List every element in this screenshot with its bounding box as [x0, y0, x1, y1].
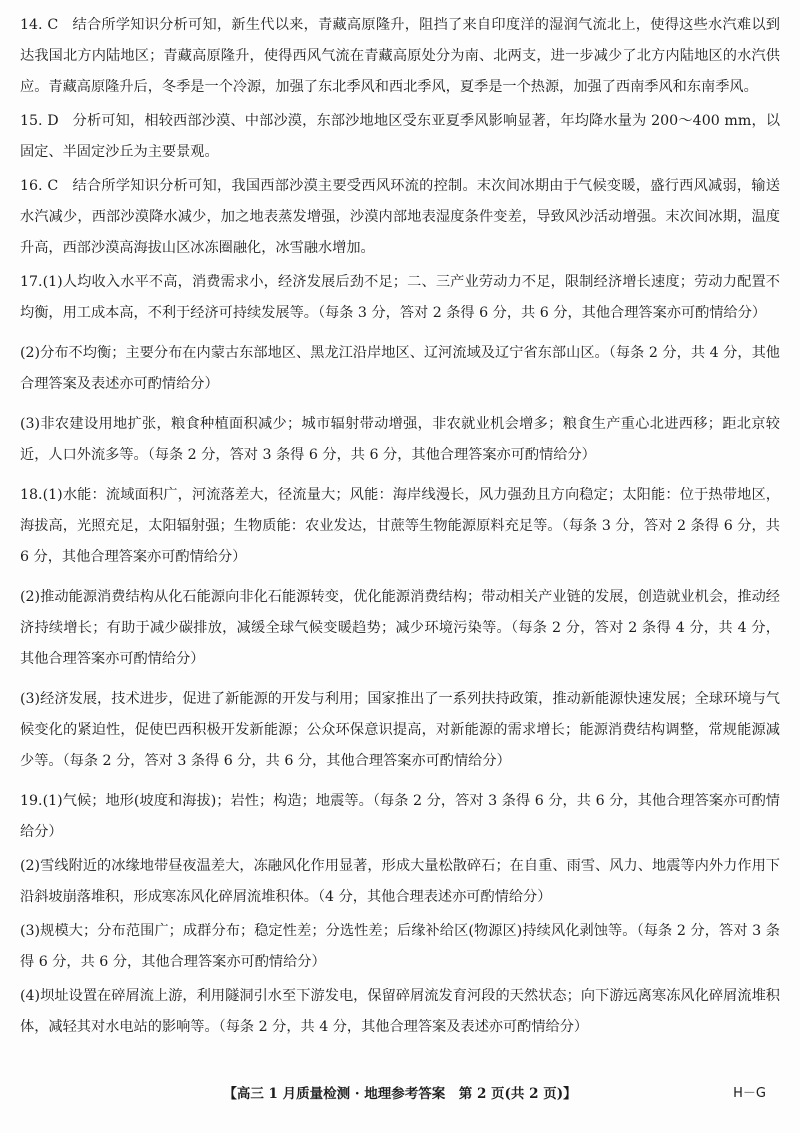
answer-text: (3)规模大；分布范围广；成群分布；稳定性差；分选性差；后缘补给区(物源区)持续风化剥蚀等。（每条 2 分，答对 3 条得 6 分，共 6 分，其他合理答案亦可酌情给分）: [20, 923, 780, 970]
answer-number: 19.: [20, 793, 43, 809]
answer-19-part-3: [20, 916, 780, 978]
answer-text: 分析可知，相较西部沙漠、中部沙漠，东部沙地地区受东亚夏季风影响显著，年均降水量为 200～400 mm，以固定、半固定沙丘为主要景观。: [20, 113, 781, 160]
answer-text: 结合所学知识分析可知，我国西部沙漠主要受西风环流的控制。末次间冰期由于气候变暖，盛行西风减弱，输送水汽减少，西部沙漠降水减少，加之地表蒸发增强，沙漠内部地表湿度条件变差，导致风沙活动增强。末次间冰期，温度升高，西部沙漠高海拔山区冰冻圈融化，冰雪融水增加。: [20, 178, 780, 256]
answer-17-part-2: [20, 338, 780, 400]
answer-18-part-1: [20, 480, 780, 573]
answer-text: (2)分布不均衡；主要分布在内蒙古东部地区、黑龙江沿岸地区、辽河流域及辽宁省东部山区。（每条 2 分，共 4 分，其他合理答案及表述亦可酌情给分）: [20, 345, 780, 392]
answer-16: [20, 171, 780, 264]
footer-title: 【高三 1 月质量检测 · 地理参考答案 第 2 页(共 2 页)】: [223, 1086, 577, 1102]
answer-text: (3)非农建设用地扩张，粮食种植面积减少；城市辐射带动增强，非农就业机会增多；粮食生产重心北进西移；距北京较近，人口外流多等。（每条 2 分，答对 3 条得 6 分，共 6 分，其他合理答案亦可酌情给分）: [20, 416, 780, 463]
answer-text: 结合所学知识分析可知，新生代以来，青藏高原隆升，阻挡了来自印度洋的湿润气流北上，使得这些水汽难以到达我国北方内陆地区；青藏高原隆升，使得西风气流在青藏高原处分为南、北两支，进一步减少了北方内陆地区的水汽供应。青藏高原隆升后，冬季是一个冷源，加强了东北季风和西北季风，夏季是一个热源，加强了西南季风和东南季风。: [20, 17, 780, 95]
page-footer: [0, 1082, 800, 1106]
answer-17-part-3: [20, 409, 780, 471]
answer-number: 18.: [20, 487, 43, 503]
answer-text: (2)雪线附近的冰缘地带昼夜温差大，冻融风化作用显著，形成大量松散碎石；在自重、雨雪、风力、地震等内外力作用下沿斜坡崩落堆积，形成寒冻风化碎屑流堆积体。（4 分，其他合理表述亦可酌情给分）: [20, 858, 780, 905]
answer-19-part-1: [20, 786, 780, 848]
answer-15: [20, 106, 780, 168]
answer-19-part-4: [20, 981, 780, 1043]
answer-17-part-1: [20, 267, 780, 329]
answer-text: (4)坝址设置在碎屑流上游，利用隧洞引水至下游发电，保留碎屑流发育河段的天然状态；向下游远离寒冻风化碎屑流堆积体，减轻其对水电站的影响等。（每条 2 分，共 4 分，其他合理答案及表述亦可酌情给分）: [20, 988, 780, 1035]
answer-text: (1)人均收入水平不高，消费需求小，经济发展后劲不足；二、三产业劳动力不足，限制经济增长速度；劳动力配置不均衡，用工成本高，不利于经济可持续发展等。（每条 3 分，答对 2 条得 6 分，共 6 分，其他合理答案亦可酌情给分）: [20, 274, 780, 321]
answer-text: (2)推动能源消费结构从化石能源向非化石能源转变，优化能源消费结构；带动相关产业链的发展，创造就业机会，推动经济持续增长；有助于减少碳排放，减缓全球气候变暖趋势；减少环境污染等。（每条 2 分，答对 2 条得 4 分，共 4 分，其他合理答案亦可酌情给分）: [20, 589, 780, 667]
answer-page: [20, 10, 780, 1043]
answer-text: (1)水能：流域面积广，河流落差大，径流量大；风能：海岸线漫长，风力强劲且方向稳定；太阳能：位于热带地区，海拔高，光照充足，太阳辐射强；生物质能：农业发达，甘蔗等生物能源原料充足等。（每条 3 分，答对 2 条得 6 分，共 6 分，其他合理答案亦可酌情给分）: [20, 487, 780, 565]
answer-number: 17.: [20, 274, 43, 290]
answer-number: 14. C: [20, 17, 59, 33]
answer-number: 16. C: [20, 178, 59, 194]
answer-18-part-3: [20, 684, 780, 777]
answer-19-part-2: [20, 851, 780, 913]
answer-text: (3)经济发展，技术进步，促进了新能源的开发与利用；国家推出了一系列扶持政策，推动新能源快速发展；全球环境与气候变化的紧迫性，促使巴西积极开发新能源；公众环保意识提高，对新能源的需求增长；能源消费结构调整，常规能源减少等。（每条 2 分，答对 3 条得 6 分，共 6 分，其他合理答案亦可酌情给分）: [20, 691, 780, 769]
answer-text: (1)气候；地形(坡度和海拔)；岩性；构造；地震等。（每条 2 分，答对 3 条得 6 分，共 6 分，其他合理答案亦可酌情给分）: [20, 793, 780, 840]
answer-number: 15. D: [20, 113, 59, 129]
paper-code: H－G: [733, 1086, 766, 1101]
answer-18-part-2: [20, 582, 780, 675]
answer-14: [20, 10, 780, 103]
